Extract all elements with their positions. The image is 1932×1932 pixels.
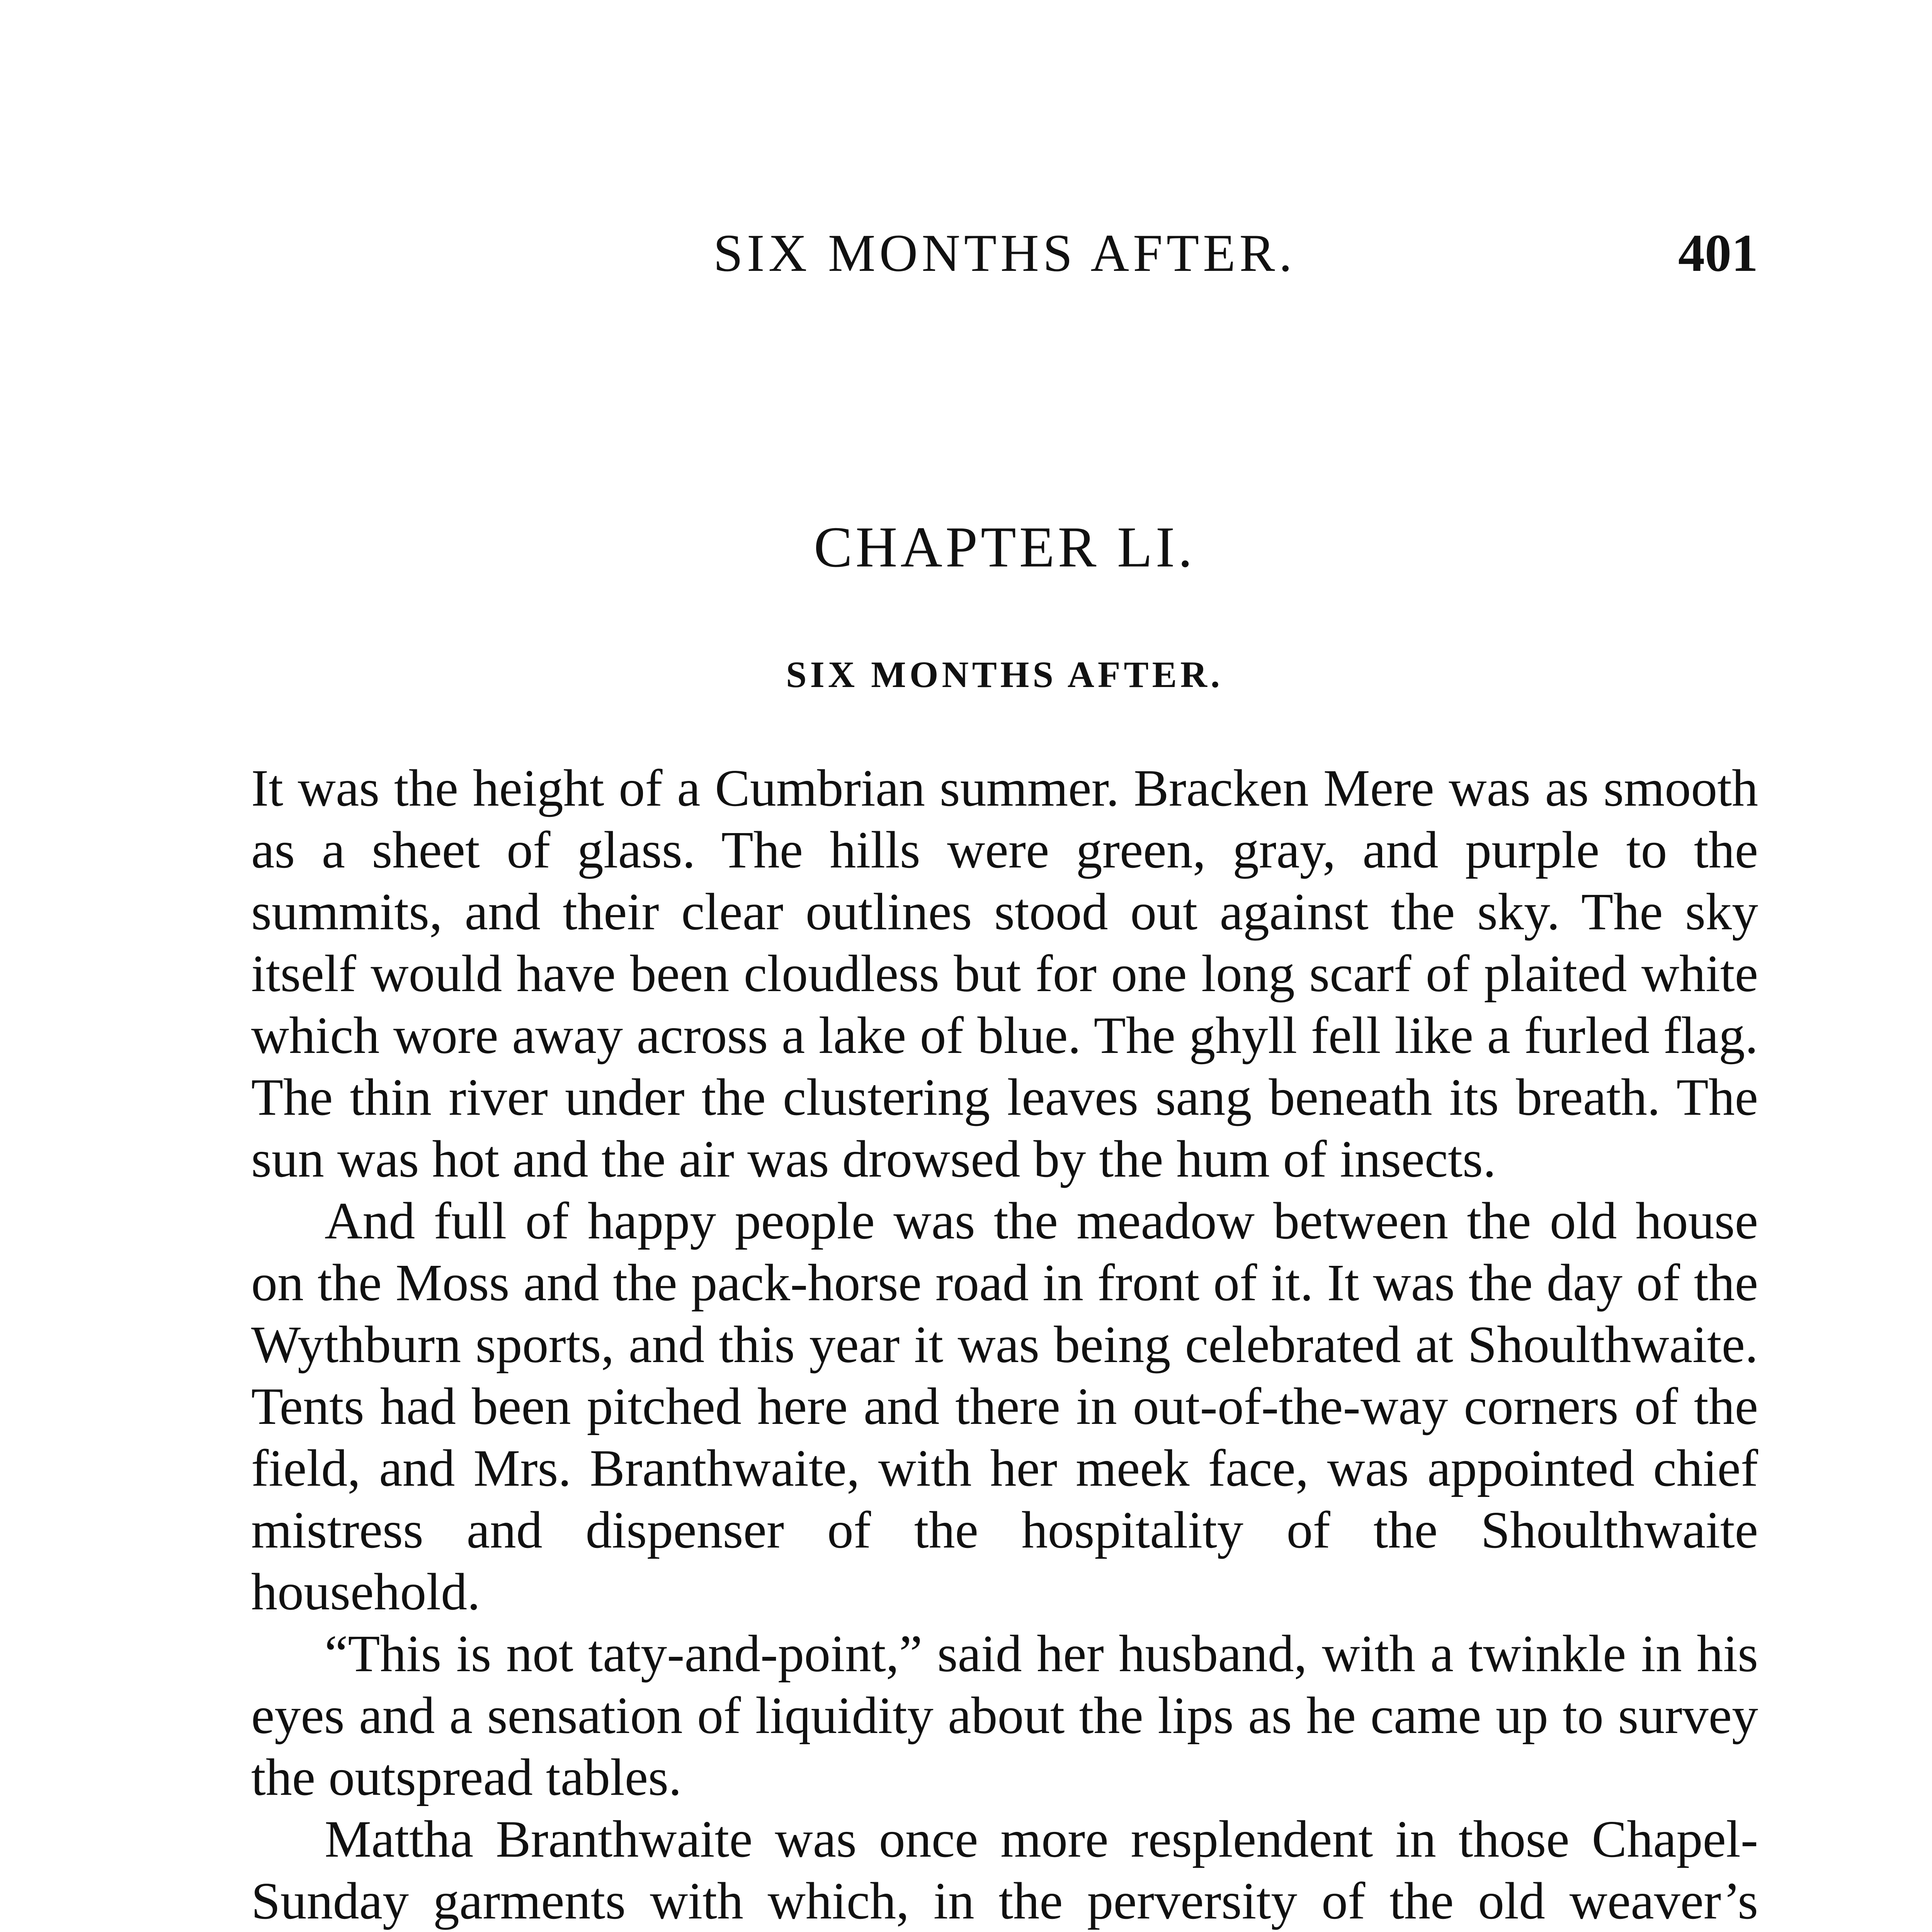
chapter-subtitle: SIX MONTHS AFTER. — [786, 654, 1223, 695]
paragraph: It was the height of a Cumbrian summer. Bracken Mere was as smooth as a sheet of glass. The hills were green, gray, and purple to the summits, and their clear outlines stood out against the sky. The sky itself would have been cloudless but for one long scarf of plaited white which wore away across a lake of blue. The ghyll fell like a furled flag. The thin river under the clustering leaves sang beneath its breath. The sun was hot and the air was drowsed by the hum of insects. — [251, 759, 1758, 1188]
chapter-heading: CHAPTER LI. — [814, 515, 1196, 579]
running-head — [251, 222, 1758, 299]
paragraph: And full of happy people was the meadow between the old house on the Moss and the pack-horse road in front of it. It was the day of the Wythburn sports, and this year it was being celebrated at Shoulthwaite. Tents had been pitched here and there in out-of-the-way corners of the field, and Mrs. Branthwaite, with her meek face, was appointed chief mistress and dispenser of the hospitality of the Shoulthwaite household. — [251, 1192, 1758, 1621]
page-number: 401 — [1678, 223, 1758, 282]
running-title: SIX MONTHS AFTER. — [713, 223, 1296, 282]
body-text — [251, 757, 1758, 1932]
paragraph: “This is not taty-and-point,” said her husband, with a twinkle in his eyes and a sensation of liquidity about the lips as he came up to survey the outspread tables. — [251, 1625, 1758, 1806]
paragraph: Mattha Branthwaite was once more resplendent in those Chapel-Sunday garments with which, in the perversity of the old weaver’s — [251, 1810, 1758, 1930]
